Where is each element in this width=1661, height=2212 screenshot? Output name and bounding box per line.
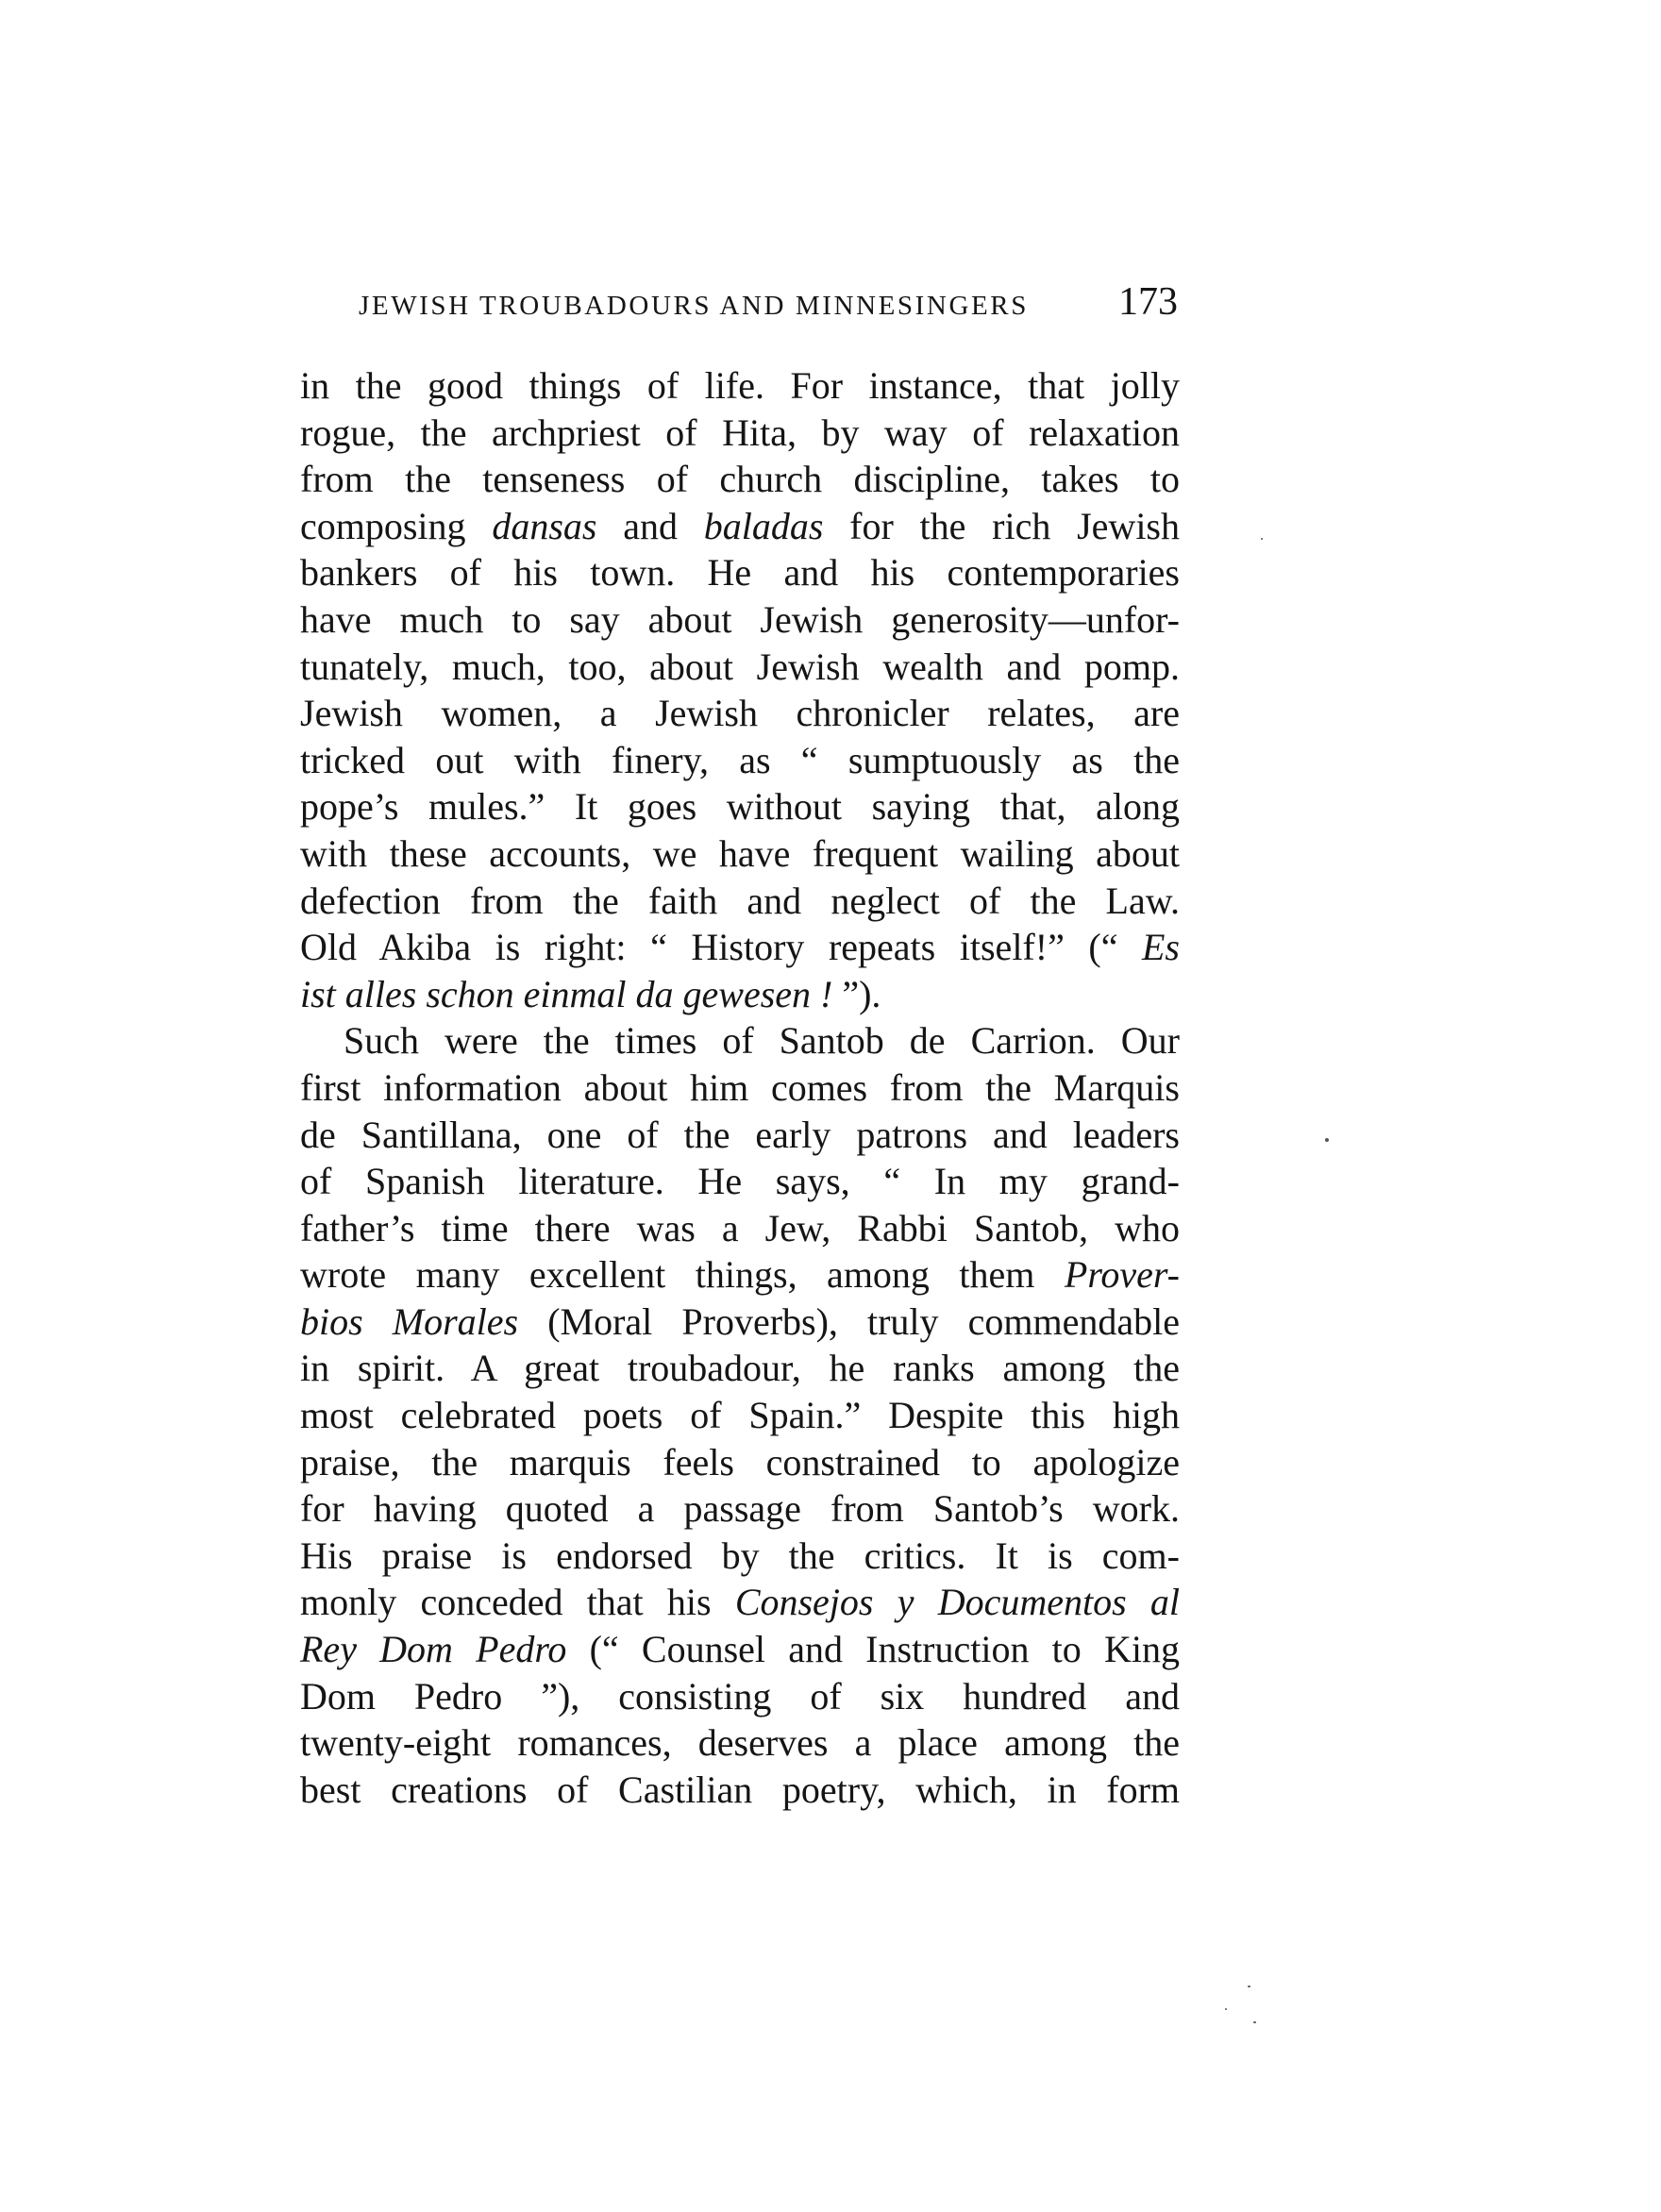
- text-run: (Moral Proverbs), truly commendable: [518, 1299, 1181, 1343]
- text-line: [300, 1485, 1180, 1533]
- text-line: [300, 1719, 1180, 1767]
- text-run: tunately, much, too, about Jewish wealth and pomp.: [300, 645, 1180, 688]
- text-run: composing: [300, 504, 493, 547]
- text-run: (“ Counsel and Instruction to King: [566, 1628, 1181, 1671]
- paragraph: [300, 362, 1180, 1017]
- text-run: twenty-eight romances, deserves a place among the: [300, 1721, 1180, 1765]
- text-run: ”).: [832, 972, 881, 1015]
- text-line: [300, 1064, 1180, 1112]
- italic-text-run: Consejos y Documentos al: [734, 1581, 1180, 1624]
- text-line: [300, 1673, 1180, 1720]
- text-run: monly conceded that his: [300, 1581, 735, 1624]
- italic-text-run: Es: [1142, 926, 1180, 969]
- italic-text-run: Rey Dom Pedro: [300, 1628, 567, 1671]
- text-line: [300, 456, 1180, 503]
- text-run: in spirit. A great troubadour, he ranks among the: [300, 1347, 1180, 1390]
- text-run: wrote many excellent things, among them: [300, 1253, 1065, 1297]
- text-run: defection from the faith and neglect of the Law.: [300, 879, 1180, 922]
- text-run: have much to say about Jewish generosity—unfor-: [300, 597, 1180, 641]
- text-run: of Spanish literature. He says, “ In my grand-: [300, 1160, 1180, 1203]
- scan-speck: [1225, 2008, 1227, 2010]
- text-run: for having quoted a passage from Santob’s work.: [300, 1487, 1180, 1531]
- text-line: [300, 1205, 1180, 1252]
- scan-speck: [1248, 1986, 1250, 1987]
- text-run: Jewish women, a Jewish chronicler relates, are: [300, 692, 1180, 735]
- scan-speck: [1253, 2021, 1256, 2023]
- text-run: bankers of his town. He and his contemporaries: [300, 551, 1180, 595]
- text-line: [300, 1767, 1180, 1814]
- text-line: [300, 971, 1180, 1018]
- text-line: [300, 737, 1180, 784]
- text-line: [300, 690, 1180, 737]
- text-line: [300, 783, 1180, 830]
- italic-text-run: bios Morales: [300, 1299, 519, 1343]
- text-run: most celebrated poets of Spain.” Despite this high: [300, 1394, 1180, 1437]
- page-header: [359, 279, 1178, 325]
- italic-text-run: Prover-: [1064, 1253, 1180, 1297]
- text-run: His praise is endorsed by the critics. It is com-: [300, 1533, 1180, 1577]
- text-line: [300, 503, 1180, 550]
- text-run: father’s time there was a Jew, Rabbi Santob, who: [300, 1206, 1180, 1249]
- text-run: tricked out with finery, as “ sumptuously as the: [300, 738, 1180, 781]
- running-title: JEWISH TROUBADOURS AND MINNESINGERS: [359, 291, 1029, 321]
- text-line: [300, 924, 1180, 971]
- text-line: [300, 549, 1180, 596]
- text-line: [300, 1158, 1180, 1205]
- text-line: [300, 410, 1180, 457]
- text-run: from the tenseness of church discipline, takes to: [300, 458, 1180, 501]
- scan-speck: [1261, 538, 1263, 540]
- text-line: [300, 362, 1180, 410]
- text-run: rogue, the archpriest of Hita, by way of relaxation: [300, 411, 1180, 454]
- page-number: 173: [1118, 280, 1178, 324]
- text-line: [300, 830, 1180, 878]
- scan-speck: [1325, 1138, 1329, 1142]
- text-line: [300, 1392, 1180, 1439]
- italic-text-run: ist alles schon einmal da gewesen !: [300, 972, 833, 1015]
- italic-text-run: baladas: [703, 504, 824, 547]
- text-line: [300, 878, 1180, 925]
- text-run: praise, the marquis feels constrained to apologize: [300, 1440, 1180, 1483]
- text-run: Dom Pedro ”), consisting of six hundred and: [300, 1674, 1180, 1718]
- text-run: for the rich Jewish: [823, 504, 1180, 547]
- text-run: best creations of Castilian poetry, which, in form: [300, 1768, 1180, 1811]
- text-line: [300, 1439, 1180, 1486]
- text-run: Old Akiba is right: “ History repeats itself!” (“: [300, 926, 1142, 969]
- paragraph: [300, 1017, 1180, 1813]
- text-line: [300, 1017, 1180, 1064]
- text-line: [300, 1626, 1180, 1673]
- text-line: [300, 644, 1180, 691]
- text-line: [300, 1112, 1180, 1159]
- text-run: in the good things of life. For instance, that jolly: [300, 364, 1180, 407]
- text-run: de Santillana, one of the early patrons and leaders: [300, 1113, 1180, 1156]
- text-line: [300, 1299, 1180, 1346]
- text-run: Such were the times of Santob de Carrion. Our: [344, 1019, 1180, 1063]
- text-run: with these accounts, we have frequent wailing about: [300, 831, 1180, 875]
- text-run: and: [596, 504, 704, 547]
- italic-text-run: dansas: [492, 504, 597, 547]
- body-text: [300, 362, 1180, 1813]
- text-line: [300, 1533, 1180, 1580]
- text-line: [300, 1345, 1180, 1392]
- text-line: [300, 1251, 1180, 1299]
- text-line: [300, 1579, 1180, 1626]
- text-line: [300, 596, 1180, 644]
- text-run: pope’s mules.” It goes without saying that, along: [300, 785, 1180, 829]
- text-run: first information about him comes from the Marquis: [300, 1065, 1180, 1109]
